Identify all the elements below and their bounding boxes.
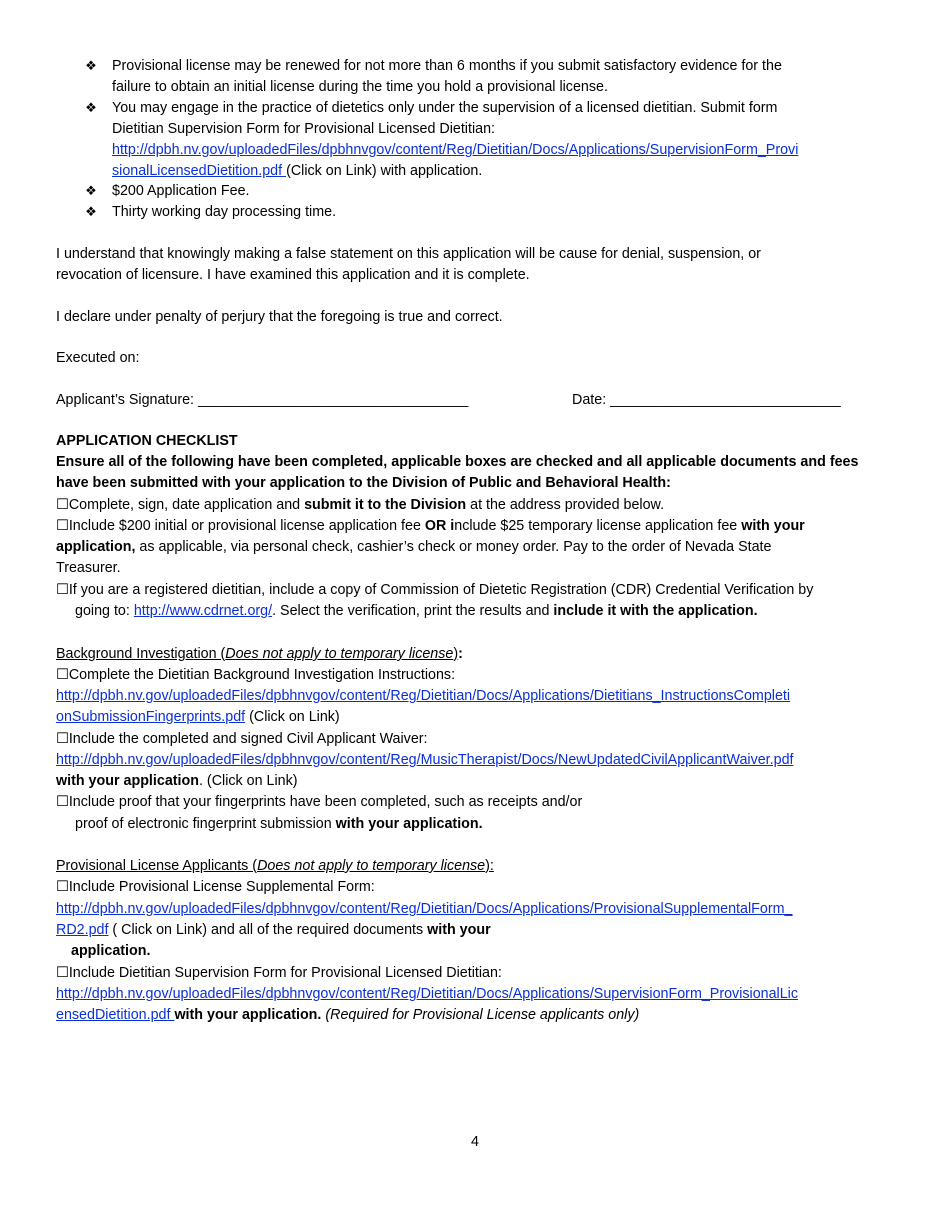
checklist-item-fee-line3: Treasurer. [56, 560, 121, 576]
text: Complete, sign, date application and [68, 497, 305, 513]
supervision-form-link[interactable]: http://dpbh.nv.gov/uploadedFiles/dpbhnvgov/content/Reg/Dietitian/Docs/Applications/SupervisionForm_Provi [112, 142, 799, 158]
text: Include proof that your fingerprints have been completed, such as receipts and/or [68, 794, 583, 810]
text: Include $200 initial or provisional license application fee [68, 518, 425, 534]
bullet-renewal-line1: Provisional license may be renewed for not more than 6 months if you submit satisfactory evidence for the [112, 58, 782, 74]
text: Complete the Dietitian Background Investigation Instructions: [68, 667, 456, 683]
text: Include the completed and signed Civil Applicant Waiver: [68, 731, 428, 747]
bullet-icon: ❖ [85, 100, 97, 115]
signature-field: Applicant’s Signature: __________________________________ [56, 392, 469, 408]
text-italic: Does not apply to temporary license [225, 646, 454, 662]
checkbox-instructions[interactable]: ☐ [56, 667, 69, 683]
bullet-supervision-line2: Dietitian Supervision Form for Provisional Licensed Dietitian: [112, 121, 496, 137]
background-item-instructions [56, 665, 455, 685]
text: (Click on Link) [245, 709, 340, 725]
supervision-link2-line1 [56, 984, 798, 1004]
background-item-fingerprints [56, 792, 582, 812]
date-field: Date: _____________________________ [572, 392, 841, 408]
supervision-form-link-line1[interactable] [112, 140, 798, 160]
instructions-link-line1 [56, 686, 790, 706]
provisional-item-supervision [56, 963, 502, 983]
text-bold: with your application. [174, 1007, 322, 1023]
text-bold: submit it to the Division [304, 497, 467, 513]
checklist-item-cdr [56, 580, 813, 600]
text-italic: Does not apply to temporary license [257, 858, 486, 874]
bullet-processing-time: Thirty working day processing time. [112, 204, 337, 220]
text: nclude $25 temporary license application fee [454, 518, 742, 534]
background-heading [56, 644, 463, 664]
text: If you are a registered dietitian, include a copy of Commission of Dietetic Registration (CDR) Credential Verification by [68, 582, 814, 598]
checkbox-supplemental[interactable]: ☐ [56, 879, 69, 895]
executed-on-label: Executed on: [56, 350, 140, 366]
checkbox-waiver[interactable]: ☐ [56, 731, 69, 747]
provisional-heading [56, 856, 494, 876]
waiver-after-line [56, 771, 298, 791]
text: going to: [75, 603, 134, 619]
checklist-item-cdr-line2 [75, 601, 758, 621]
instructions-link[interactable]: http://dpbh.nv.gov/uploadedFiles/dpbhnvgov/content/Reg/Dietitian/Docs/Applications/Dietitians_InstructionsCompleti [56, 688, 791, 704]
text: Include Provisional License Supplemental Form: [68, 879, 375, 895]
text-italic: (Required for Provisional License applicants only) [321, 1007, 640, 1023]
declaration-line2: revocation of licensure. I have examined this application and it is complete. [56, 267, 530, 283]
waiver-link[interactable]: http://dpbh.nv.gov/uploadedFiles/dpbhnvgov/content/Reg/MusicTherapist/Docs/NewUpdatedCivilApplicantWaiver.pdf [56, 752, 794, 768]
bullet-icon: ❖ [85, 183, 97, 198]
text: Background Investigation ( [56, 646, 226, 662]
instructions-link-line2 [56, 707, 340, 727]
checklist-intro-line2: have been submitted with your application to the Division of Public and Behavioral Health: [56, 475, 671, 491]
bullet-supervision-line1: You may engage in the practice of dietetics only under the supervision of a licensed dietitian. Submit form [112, 100, 778, 116]
background-item-waiver [56, 729, 428, 749]
text: at the address provided below. [466, 497, 665, 513]
text-bold: with your [427, 922, 491, 938]
text-bold: application, [56, 539, 136, 555]
text: ): [485, 858, 494, 874]
text-bold: include it with the application. [553, 603, 758, 619]
supplemental-form-link[interactable]: http://dpbh.nv.gov/uploadedFiles/dpbhnvgov/content/Reg/Dietitian/Docs/Applications/ProvisionalSupplementalForm_ [56, 901, 793, 917]
click-on-link-note: (Click on Link) with application. [286, 163, 483, 179]
checkbox-fingerprints[interactable]: ☐ [56, 794, 69, 810]
waiver-link-line [56, 750, 794, 770]
supplemental-line3: application. [71, 943, 151, 959]
supervision-form-link-2-cont[interactable]: ensedDietition.pdf [56, 1007, 175, 1023]
perjury-statement: I declare under penalty of perjury that the foregoing is true and correct. [56, 309, 503, 325]
instructions-link-cont[interactable]: onSubmissionFingerprints.pdf [56, 709, 246, 725]
supplemental-form-link-cont[interactable]: RD2.pdf [56, 922, 109, 938]
checkbox-supervision[interactable]: ☐ [56, 965, 69, 981]
supervision-form-link-cont[interactable]: sionalLicensedDietition.pdf [112, 163, 287, 179]
text: ( Click on Link) and all of the required documents [108, 922, 428, 938]
supplemental-link-line1 [56, 899, 792, 919]
bullet-icon: ❖ [85, 58, 97, 73]
checklist-intro-line1: Ensure all of the following have been completed, applicable boxes are checked and all applicable documents and fees [56, 454, 859, 470]
supplemental-link-line2 [56, 920, 491, 940]
text: . (Click on Link) [198, 773, 298, 789]
page-number: 4 [471, 1134, 479, 1150]
text-bold: OR i [424, 518, 455, 534]
checkbox-fee[interactable]: ☐ [56, 518, 69, 534]
bullet-fee: $200 Application Fee. [112, 183, 250, 199]
text: ) [453, 646, 459, 662]
text: proof of electronic fingerprint submission [75, 816, 336, 832]
checkbox-cdr[interactable]: ☐ [56, 582, 69, 598]
checkbox-submit[interactable]: ☐ [56, 497, 69, 513]
provisional-item-supplemental [56, 877, 375, 897]
text: Include Dietitian Supervision Form for Provisional Licensed Dietitian: [68, 965, 502, 981]
bullet-icon: ❖ [85, 204, 97, 219]
checklist-item-submit [56, 495, 664, 515]
text-bold: : [458, 646, 463, 662]
text: as applicable, via personal check, cashier’s check or money order. Pay to the order of Nevada State [135, 539, 772, 555]
declaration-line1: I understand that knowingly making a false statement on this application will be cause for denial, suspension, or [56, 246, 761, 262]
text-bold: with your application. [335, 816, 483, 832]
text: . Select the verification, print the results and [272, 603, 554, 619]
text-bold: with your application [56, 773, 199, 789]
supervision-form-link-2[interactable]: http://dpbh.nv.gov/uploadedFiles/dpbhnvgov/content/Reg/Dietitian/Docs/Applications/SupervisionForm_ProvisionalLic [56, 986, 799, 1002]
checklist-heading: APPLICATION CHECKLIST [56, 433, 238, 449]
supervision-link2-line2 [56, 1005, 639, 1025]
checklist-item-fee-line2 [56, 537, 771, 557]
bullet-renewal-line2: failure to obtain an initial license during the time you hold a provisional license. [112, 79, 608, 95]
text: Provisional License Applicants ( [56, 858, 258, 874]
cdrnet-link[interactable]: http://www.cdrnet.org/ [133, 603, 273, 619]
fingerprints-line2 [75, 814, 483, 834]
checklist-item-fee [56, 516, 805, 536]
text-bold: with your [741, 518, 805, 534]
supervision-form-link-line2 [112, 161, 482, 181]
